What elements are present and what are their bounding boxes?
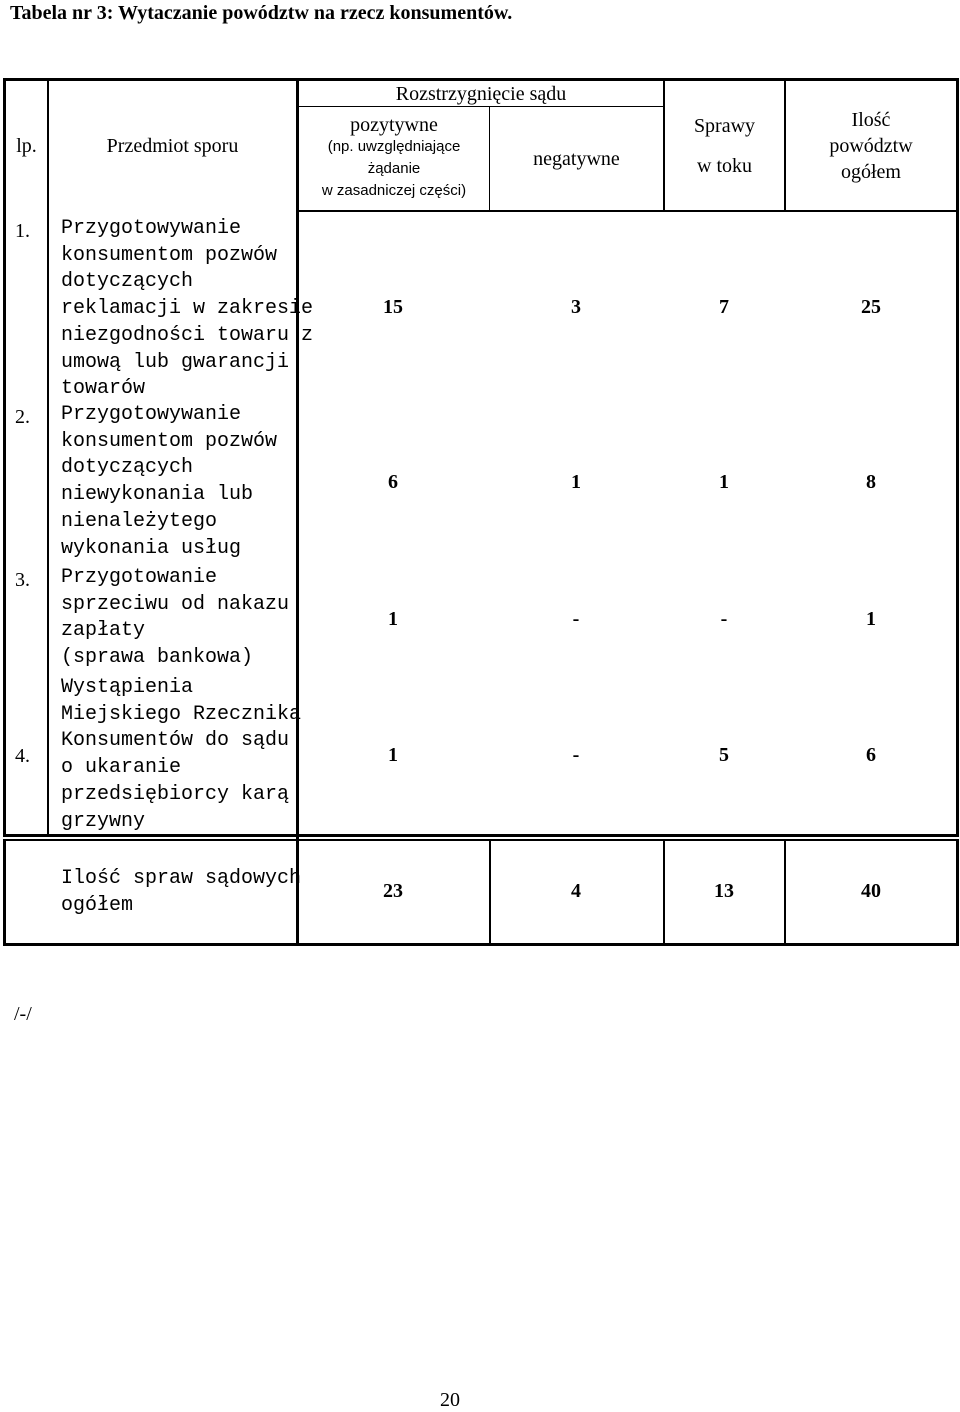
summary-positive: 23	[383, 880, 403, 902]
col-divider-negative-summary	[663, 839, 665, 946]
row-1-total: 25	[861, 296, 881, 318]
row-4-positive: 1	[388, 744, 398, 766]
header-total-line-1: Ilość	[851, 108, 891, 131]
header-total	[786, 81, 956, 210]
header-positive-note-3: w zasadniczej części)	[321, 182, 467, 199]
header-divider	[296, 210, 959, 212]
col-divider-pending-summary	[784, 839, 786, 946]
summary-label: Ilość spraw sądowych ogółem	[61, 867, 302, 917]
header-positive-note-1: (np. uwzględniające	[327, 138, 461, 155]
header-total-line-2: powództw	[829, 134, 913, 157]
header-total-line-3: ogółem	[841, 160, 901, 183]
row-4-lp: 4.	[15, 745, 30, 767]
row-2-total: 8	[866, 471, 876, 493]
court-cases-table	[3, 78, 959, 946]
row-1-negative: 3	[571, 296, 581, 318]
header-lp: lp.	[16, 134, 37, 157]
header-positive-label: pozytywne	[350, 114, 438, 136]
header-pending	[665, 81, 784, 210]
row-4-subject: Wystąpienia Miejskiego Rzecznika Konsumentów do sądu o ukaranie przedsiębiorcy karą grzywny	[61, 676, 302, 833]
header-positive-note-2: żądanie	[367, 160, 421, 177]
header-pending-line-1: Sprawy	[693, 114, 756, 137]
header-decision: Rozstrzygnięcie sądu	[395, 82, 567, 105]
header-negative: negatywne	[533, 147, 620, 170]
summary-pending: 13	[714, 880, 734, 902]
col-divider-positive-summary	[489, 839, 491, 946]
row-4-pending: 5	[719, 744, 729, 766]
row-3-positive: 1	[388, 608, 398, 630]
page-number: 20	[440, 1389, 460, 1411]
row-1-lp: 1.	[15, 220, 30, 242]
table-title: Tabela nr 3: Wytaczanie powództw na rzecz konsumentów.	[10, 2, 513, 24]
row-3-total: 1	[866, 608, 876, 630]
header-pending-line-2: w toku	[697, 154, 752, 177]
row-4-total: 6	[866, 744, 876, 766]
row-4-negative: -	[572, 744, 580, 766]
row-1-pending: 7	[719, 296, 729, 318]
signature-placeholder: /-/	[14, 1003, 32, 1025]
row-2-pending: 1	[719, 471, 729, 493]
row-2-lp: 2.	[15, 406, 30, 428]
summary-divider-bottom	[3, 839, 959, 841]
header-subject: Przedmiot sporu	[106, 134, 239, 157]
row-3-negative: -	[572, 608, 580, 630]
table-border-bottom	[3, 943, 959, 946]
row-2-subject: Przygotowywanie konsumentom pozwów dotyczących niewykonania lub nienależytego wykonania usług	[61, 403, 278, 560]
header-positive	[299, 114, 489, 210]
row-1-positive: 15	[383, 296, 403, 318]
row-2-negative: 1	[571, 471, 581, 493]
summary-total: 40	[861, 880, 881, 902]
row-3-lp: 3.	[15, 569, 30, 591]
row-2-positive: 6	[388, 471, 398, 493]
row-3-subject: Przygotowanie sprzeciwu od nakazu zapłaty (sprawa bankowa)	[61, 566, 290, 670]
summary-negative: 4	[571, 880, 581, 902]
row-1-subject: Przygotowywanie konsumentom pozwów dotyczących reklamacji w zakresie niezgodności towaru z umową lub gwarancji towarów	[61, 217, 314, 401]
table-border-right	[956, 78, 959, 946]
row-3-pending: -	[720, 608, 728, 630]
